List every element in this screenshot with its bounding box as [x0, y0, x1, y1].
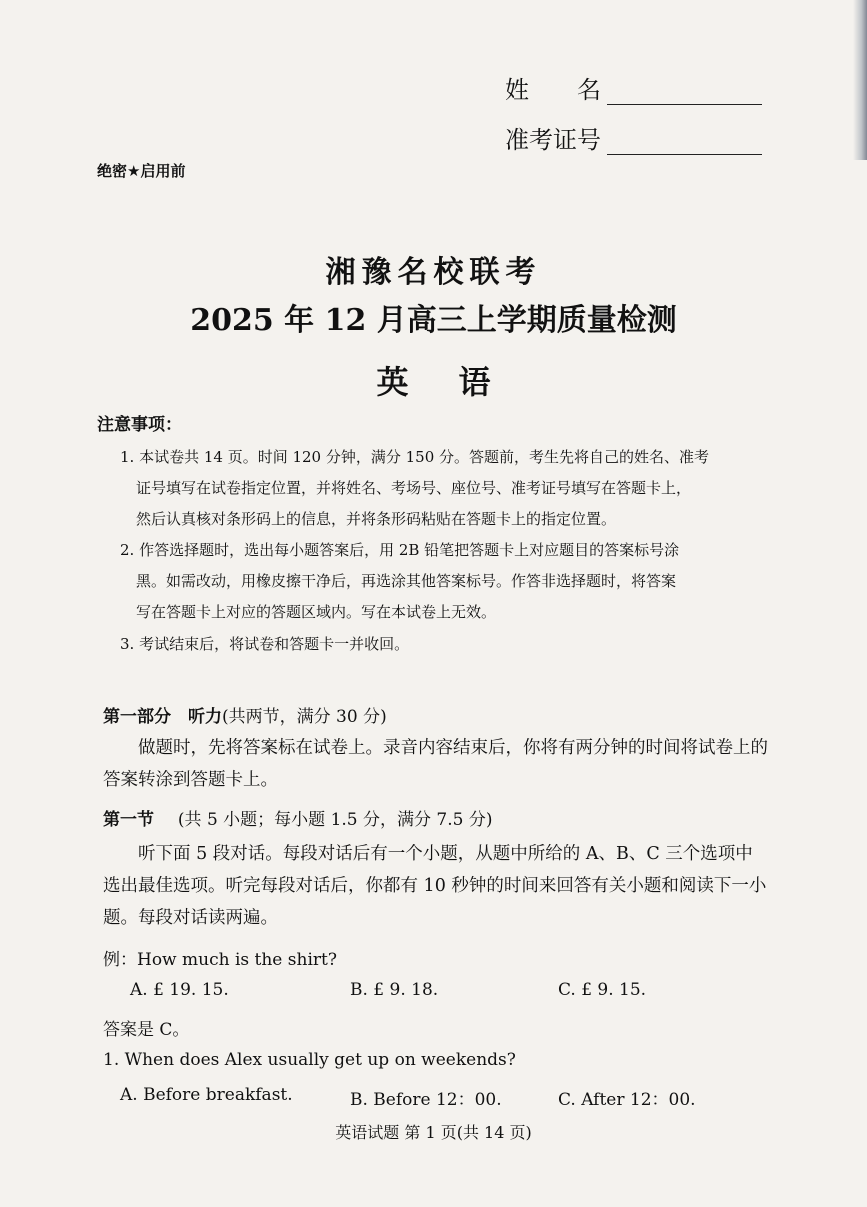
question-1-option-a: A. Before breakfast. [120, 1085, 293, 1105]
section1-head: 第一节 [103, 810, 154, 830]
exam-id-blank[interactable] [607, 132, 762, 155]
exam-id-field [505, 120, 762, 155]
example-option-c: C. £ 9. 15. [558, 980, 647, 1000]
subject-title: 英语 [376, 363, 541, 401]
page-footer: 英语试题 第 1 页(共 14 页) [335, 1123, 532, 1142]
notice-line: 3. 考试结束后，将试卷和答题卡一并收回。 [120, 635, 410, 653]
name-field [505, 70, 762, 105]
section1-points: (共 5 小题；每小题 1.5 分，满分 7.5 分) [177, 810, 493, 830]
example-answer: 答案是 C。 [103, 1020, 190, 1040]
notice-line: 写在答题卡上对应的答题区域内。写在本试卷上无效。 [136, 603, 497, 621]
notice-item-1 [120, 442, 770, 535]
part1-heading [103, 702, 387, 727]
notice-item-2 [120, 535, 770, 628]
notice-item-3 [120, 629, 770, 660]
notice-line: 2. 作答选择题时，选出每小题答案后，用 2B 铅笔把答题卡上对应题目的答案标号涂 [120, 541, 680, 559]
section1-heading [103, 805, 493, 830]
exam-id-label: 准考证号 [505, 126, 601, 154]
secret-mark: 绝密★启用前 [97, 162, 186, 180]
question-1: 1. When does Alex usually get up on weekends? [103, 1050, 516, 1070]
notice-line: 黑。如需改动，用橡皮擦干净后，再选涂其他答案标号。作答非选择题时，将答案 [136, 572, 677, 590]
part1-head: 第一部分 听力 [103, 707, 222, 727]
notice-line: 1. 本试卷共 14 页。时间 120 分钟，满分 150 分。答题前，考生先将自己的姓名、准考 [120, 448, 710, 466]
exam-title: 湘豫名校联考 [325, 255, 542, 290]
name-blank[interactable] [607, 82, 762, 105]
name-label: 姓 名 [505, 76, 601, 104]
part1-instruction: 做题时，先将答案标在试卷上。录音内容结束后，你将有两分钟的时间将试卷上的答案转涂到答题卡上。 [103, 738, 768, 790]
question-1-option-c: C. After 12：00. [558, 1090, 696, 1110]
notice-line: 证号填写在试卷指定位置，并将姓名、考场号、座位号、准考证号填写在答题卡上， [136, 479, 692, 497]
example-question: 例：How much is the shirt? [103, 950, 337, 970]
section1-instruction: 听下面 5 段对话。每段对话后有一个小题，从题中所给的 A、B、C 三个选项中选出最佳选项。听完每段对话后，你都有 10 秒钟的时间来回答有关小题和阅读下一小题。每段对话读两遍。 [103, 844, 767, 928]
scan-edge-shadow [853, 0, 867, 160]
notice-line: 然后认真核对条形码上的信息，并将条形码粘贴在答题卡上的指定位置。 [136, 510, 617, 528]
notice-title: 注意事项： [97, 415, 182, 435]
example-option-a: A. £ 19. 15. [130, 980, 229, 1000]
question-1-option-b: B. Before 12：00. [350, 1090, 502, 1110]
exam-subtitle: 2025 年 12 月高三上学期质量检测 [190, 303, 677, 338]
example-option-b: B. £ 9. 18. [350, 980, 439, 1000]
part1-points: (共两节，满分 30 分) [222, 707, 387, 727]
